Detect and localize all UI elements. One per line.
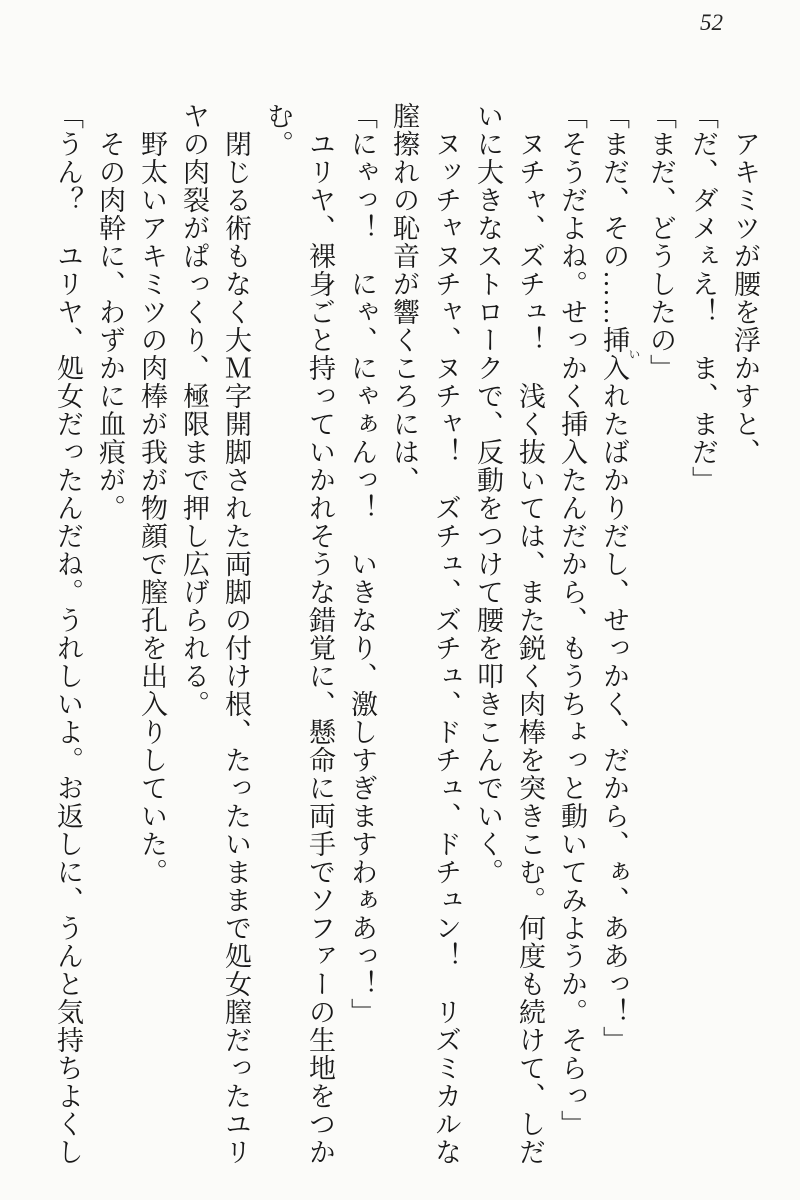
text-line: ヤの肉裂がぱっくり、極限まで押し広げられる。 (179, 102, 209, 718)
text-columns (47, 102, 766, 1196)
text-line: その肉幹に、わずかに血痕が。 (95, 102, 125, 522)
text-line: 「にゃっ！ にゃ、にゃぁんっ！ いきなり、激しすぎますわぁあっ！」 (347, 102, 377, 1026)
text-line: アキミツが腰を浮かすと、 (730, 102, 760, 466)
text-line: 膣擦れの恥音が響くころには、 (389, 102, 419, 494)
text-line: む。 (263, 102, 293, 158)
text-line: 「だ、ダメぇえ！ ま、まだ」 (688, 102, 718, 494)
text-line: 野太いアキミツの肉棒が我が物顔で膣孔を出入りしていた。 (137, 102, 167, 886)
text-line: 「うん？ ユリヤ、処女だったんだね。うれしいよ。お返しに、うんと気持ちよくし (53, 102, 83, 1166)
text-line: 「そうだよね。せっかく挿入たんだから、もうちょっと動いてみようか。そらっ」 (557, 102, 587, 1138)
page-number: 52 (700, 10, 723, 35)
text-line: 閉じる術もなく大Ｍ字開脚された両脚の付け根、たったいままで処女膣だったユリ (221, 102, 251, 1166)
text-line: 「まだ、どうしたの」 (646, 102, 676, 382)
text-line: ヌッチャヌチャ、ヌチャ！ ズチュ、ズチュ、ドチュ、ドチュン！ リズミカルな (431, 102, 461, 1166)
text-line: 「まだ、その……挿入いれたばかりだし、せっかく、だから、ぁ、ああっ！」 (599, 102, 641, 1054)
text-line: ユリヤ、裸身ごと持っていかれそうな錯覚に、懸命に両手でソファーの生地をつか (305, 102, 335, 1166)
ruby-annotated-word: 挿入い (599, 326, 641, 382)
text-line: ヌチャ、ズチュ！ 浅く抜いては、また鋭く肉棒を突きこむ。何度も続けて、しだ (515, 102, 545, 1166)
text-line: いに大きなストロークで、反動をつけて腰を叩きこんでいく。 (473, 102, 503, 886)
